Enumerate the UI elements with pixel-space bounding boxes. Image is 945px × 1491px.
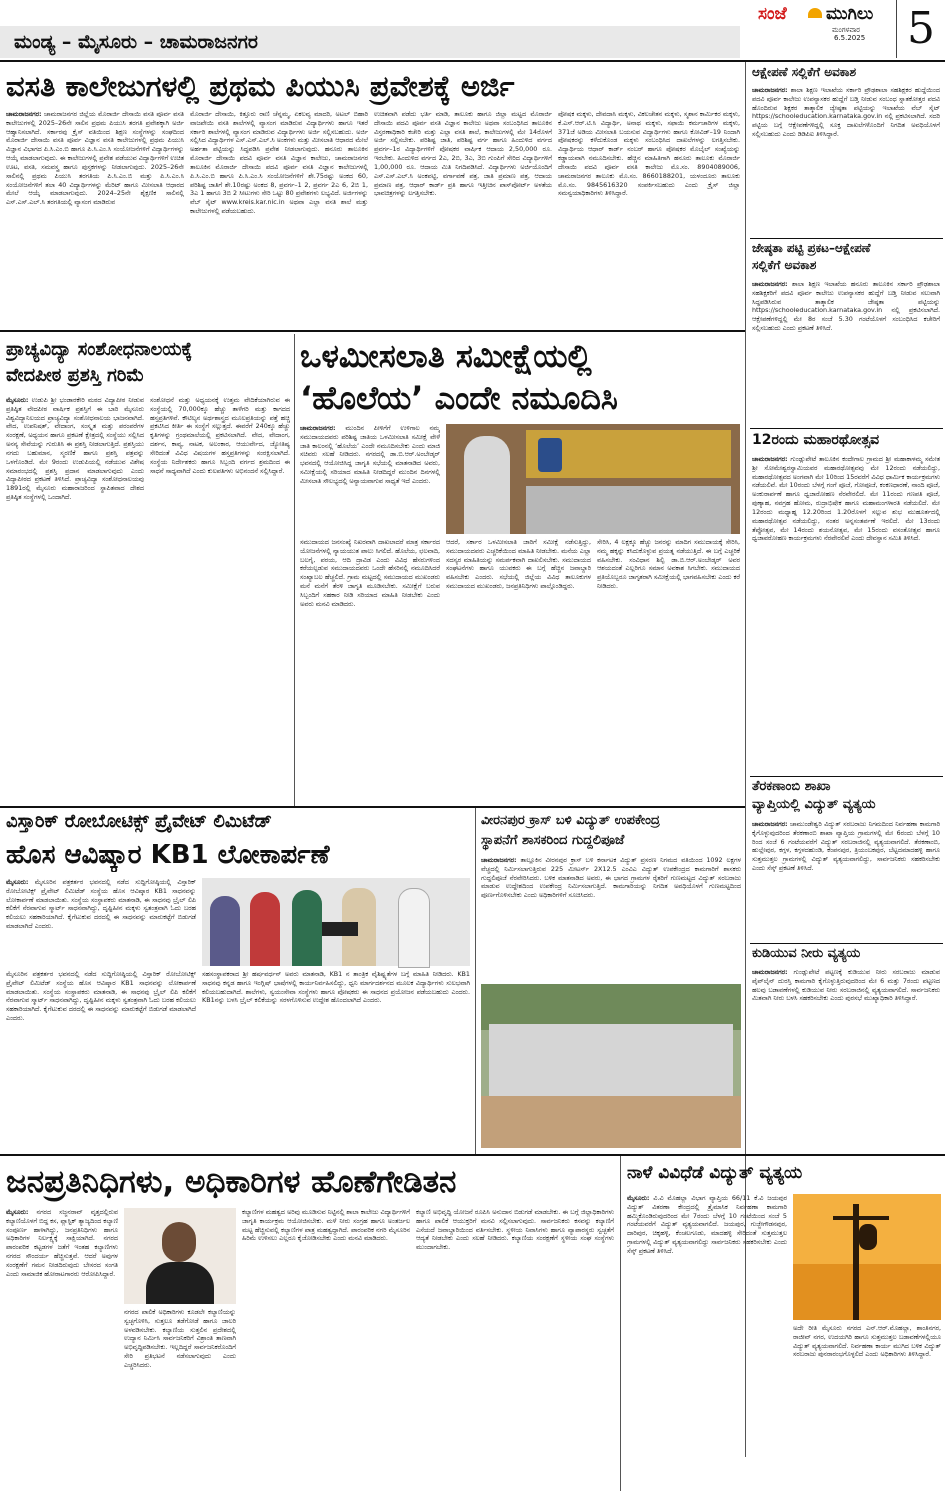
- person-3: [292, 890, 322, 966]
- robotics-headline-1: ವಿಸ್ತಾರಿಕ್ ರೋಬೋಟಿಕ್ಸ್ ಪ್ರೈವೇಟ್ ಲಿಮಿಟೆಡ್: [6, 812, 272, 832]
- water-body: [752, 968, 940, 1148]
- crossbar: [833, 1216, 889, 1220]
- power-cut-col-1: [627, 1194, 787, 1486]
- power-cut-text-1: ವಿ.ವಿ ಮೊಹಲ್ಲಾ ವಿಭಾಗ ವ್ಯಾಪ್ತಿಯ 66/11 ಕೆ.ವಿ ಜಯಪುರ ವಿದ್ಯುತ್ ವಿತರಣಾ ಕೇಂದ್ರದಲ್ಲಿ ತ್ರೈಮಾಸಿಕ ನಿರ್ವಹಣಾ ಕಾಮಗಾರಿ ಹಮ್ಮಿಕೊಂಡಿರುವುದರಿಂದ ಮೇ 7ರಂದು ಬೆಳಗ್ಗೆ 10 ಗಂಟೆಯಿಂದ ಸಂಜೆ 5 ಗಂಟೆಯವರೆಗೆ ವಿದ್ಯುತ್ ವ್ಯತ್ಯಯವಾಗಲಿದೆ. ಜಯಪುರ, ಗುಜ್ಜೇಗೌಡನಪುರ, ದಾರಿಪುರ, ಚಿಕ್ಕಹಳ್ಳಿ, ಕೆಂಚಲಗೂಡು, ಮಾದಹಳ್ಳಿ ಸೇರಿದಂತೆ ಸುತ್ತಮುತ್ತಲ ಗ್ರಾಮಗಳಲ್ಲಿ ವಿದ್ಯುತ್ ವ್ಯತ್ಯಯವಾಗಲಿದ್ದು ಸಾರ್ವಜನಿಕರು ಸಹಕರಿಸಬೇಕು ಎಂದು ಸೆಸ್ಕ್ ಪ್ರಕಟಣೆ ತಿಳಿಸಿದೆ.: [627, 1194, 787, 1255]
- power-cut-dateline: ಮೈಸೂರು:: [627, 1194, 650, 1202]
- census-col-1: [300, 424, 440, 534]
- dignitaries-row: [526, 486, 731, 534]
- terakanambi-body: [752, 820, 940, 940]
- objection-body: [752, 86, 940, 236]
- power-cut-photo: [793, 1194, 941, 1320]
- census-dateline: ಚಾಮರಾಜನಗರ:: [300, 424, 336, 432]
- portrait-icon: [538, 438, 562, 472]
- power-cut-col-2: ಅದೇ ರೀತಿ ಮೈಸೂರು ನಗರದ ಎನ್.ಆರ್.ಮೊಹಲ್ಲಾ, ಶಾಂತಿನಗರ, ರಾಜೀವ್ ನಗರ, ಉದಯಗಿರಿ ಹಾಗೂ ಸುತ್ತಮುತ್ತಲ ಬಡಾವಣೆಗಳಲ್ಲಿಯೂ ವಿದ್ಯುತ್ ವ್ಯತ್ಯಯವಾಗಲಿದೆ. ನಿರ್ವಹಣಾ ಕಾರ್ಯ ಮುಗಿದ ಬಳಿಕ ವಿದ್ಯುತ್ ಸರಬರಾಜು ಪುನರಾರಂಭಗೊಳ್ಳಲಿದೆ ಎಂದು ಅಧಿಕಾರಿಗಳು ತಿಳಿಸಿದ್ದಾರೆ.: [793, 1324, 941, 1359]
- objection-headline: ಆಕ್ಷೇಪಣೆ ಸಲ್ಲಿಕೆಗೆ ಅವಕಾಶ: [752, 66, 857, 79]
- oriental-headline-1: ಪ್ರಾಚ್ಯವಿದ್ಯಾ ಸಂಶೋಧನಾಲಯಕ್ಕೆ: [6, 340, 193, 360]
- oriental-dateline: ಮೈಸೂರು:: [6, 396, 29, 404]
- college-col-3: ಉಚಿತವಾಗಿ ಪಡೆದು ಭರ್ತಿ ಮಾಡಿ, ತಾಲೂಕು ಹಾಗೂ ಜಿಲ್ಲಾ ಮಟ್ಟದ ಮೊರಾರ್ಜಿ ದೇಸಾಯಿ ಪದವಿ ಪೂರ್ವ ವಸತಿ ವಿಜ್ಞಾನ ಕಾಲೇಜು ಅಥವಾ ಸಂಬಂಧಿಸಿದ ತಾಲೂಕಿನ ವಿಸ್ತರಣಾಧಿಕಾರಿ ಕಚೇರಿ ಮತ್ತು ಎಲ್ಲಾ ವಸತಿ ಶಾಲೆ, ಕಾಲೇಜುಗಳಲ್ಲಿ ಮೇ 14ರೊಳಗೆ ಅರ್ಜಿ ಸಲ್ಲಿಸಬೇಕು. ಪರಿಶಿಷ್ಟ ಜಾತಿ, ಪರಿಶಿಷ್ಟ ವರ್ಗ ಹಾಗೂ ಹಿಂದುಳಿದ ವರ್ಗದ ಪ್ರವರ್ಗ–1ರ ವಿದ್ಯಾರ್ಥಿಗಳಿಗೆ ಪೋಷಕರ ವಾರ್ಷಿಕ ಆದಾಯ 2,50,000 ರೂ. ಇರಬೇಕು. ಹಿಂದುಳಿದ ವರ್ಗದ 2ಎ, 2ಬಿ, 3ಎ, 3ಬಿ ಗುಂಪಿಗೆ ಸೇರಿದ ವಿದ್ಯಾರ್ಥಿಗಳಿಗೆ 1,00,000 ರೂ. ಆದಾಯ ಮಿತಿ ನಿಗದಿಪಡಿಸಿದೆ. ವಿದ್ಯಾರ್ಥಿಗಳು ಅರ್ಜಿಯೊಂದಿಗೆ ಎಸ್.ಎಸ್.ಎಲ್.ಸಿ ಅಂಕಪಟ್ಟಿ, ವರ್ಗಾವಣೆ ಪತ್ರ, ಜಾತಿ ಪ್ರಮಾಣ ಪತ್ರ, ಆದಾಯ ಪ್ರಮಾಣ ಪತ್ರ, ಆಧಾರ್ ಕಾರ್ಡ್ ಪ್ರತಿ ಹಾಗೂ ಇತ್ತೀಚಿನ ಪಾಸ್‌ಪೋರ್ಟ್ ಅಳತೆಯ ಭಾವಚಿತ್ರಗಳನ್ನು ಲಗತ್ತಿಸಬೇಕು.: [374, 110, 552, 198]
- section-title: ಮಂಡ್ಯ – ಮೈಸೂರು – ಚಾಮರಾಜನಗರ: [14, 31, 258, 53]
- seniority-body: [752, 280, 940, 425]
- rule-terakanambi: [750, 943, 943, 944]
- substation-dateline: ಚಾಮರಾಜನಗರ:: [481, 856, 517, 864]
- water-headline: ಕುಡಿಯುವ ನೀರು ವ್ಯತ್ಯಯ: [752, 947, 861, 961]
- college-headline: ವಸತಿ ಕಾಲೇಜುಗಳಲ್ಲಿ ಪ್ರಥಮ ಪಿಯುಸಿ ಪ್ರವೇಶಕ್ಕೆ ಅರ್ಜಿ: [6, 69, 515, 103]
- festival-dateline: ಚಾಮರಾಜನಗರ:: [752, 455, 788, 463]
- college-dateline: ಚಾಮರಾಜನಗರ:: [6, 110, 42, 118]
- census-col-4: ಸೇರಿಸಿ, 4 ಲಕ್ಷಕ್ಕೂ ಹೆಚ್ಚು ಜನರನ್ನು ಮಾದಿಗ ಸಮುದಾಯಕ್ಕೆ ಸೇರಿಸಿ, ನಮ್ಮ ಹಕ್ಕನ್ನು ಕಸಿದುಕೊಳ್ಳುವ ಪ್ರಯತ್ನ ನಡೆಯುತ್ತಿದೆ. ಈ ಬಗ್ಗೆ ಎಚ್ಚರಿಕೆ ವಹಿಸಬೇಕು. ಸಂವಿಧಾನ ಶಿಲ್ಪಿ ಡಾ.ಬಿ.ಆರ್.ಅಂಬೇಡ್ಕರ್ ಅವರ ಆಶಯದಂತೆ ಎಲ್ಲರಿಗೂ ಸಮಾನ ಅವಕಾಶ ಸಿಗಬೇಕು. ಸಮುದಾಯದ ಪ್ರತಿಯೊಬ್ಬರೂ ಜಾಗೃತರಾಗಿ ಸಮೀಕ್ಷೆಯಲ್ಲಿ ಭಾಗವಹಿಸಬೇಕು ಎಂದು ಕರೆ ನೀಡಿದರು.: [597, 538, 740, 591]
- oriental-headline-2: ವೇದಪೀಠ ಪ್ರಶಸ್ತಿ ಗರಿಮೆ: [6, 366, 145, 386]
- seniority-headline-2: ಸಲ್ಲಿಕೆಗೆ ಅವಕಾಶ: [752, 259, 817, 272]
- negligence-col-3: ಕಲ್ಯಾಣಿಗಳ ಮಹತ್ವದ ಅರಿವು ಮೂಡಿಸುವ ನಿಟ್ಟಿನಲ್ಲಿ ಶಾಲಾ ಕಾಲೇಜು ವಿದ್ಯಾರ್ಥಿಗಳಿಗೆ ಜಾಗೃತಿ ಕಾರ್ಯಕ್ರಮ ಆಯೋಜಿಸಬೇಕು. ಮಳೆ ನೀರು ಸಂಗ್ರಹ ಹಾಗೂ ಅಂತರ್ಜಲ ಮಟ್ಟ ಹೆಚ್ಚಿಸುವಲ್ಲಿ ಕಲ್ಯಾಣಿಗಳ ಪಾತ್ರ ಮಹತ್ವದ್ದಾಗಿದೆ. ಪಾರಂಪರಿಕ ನಗರಿ ಮೈಸೂರಿನ ಹಿರಿಮೆ ಉಳಿಸಲು ಎಲ್ಲರೂ ಕೈಜೋಡಿಸಬೇಕು ಎಂದು ಮನವಿ ಮಾಡಿದರು.: [242, 1208, 410, 1243]
- robotics-text-1: ಮೈಸೂರಿನ ಪತ್ರಕರ್ತರ ಭವನದಲ್ಲಿ ನಡೆದ ಸುದ್ದಿಗೋಷ್ಠಿಯಲ್ಲಿ ವಿಸ್ತಾರಿಕ್ ರೋಬೋಟಿಕ್ಸ್ ಪ್ರೈವೇಟ್ ಲಿಮಿಟೆಡ್ ಸಂಸ್ಥೆಯ ಹೊಸ ಆವಿಷ್ಕಾರ KB1 ಸಾಧನವನ್ನು ಲೋಕಾರ್ಪಣೆ ಮಾಡಲಾಯಿತು. ಸಂಸ್ಥೆಯ ಸಂಸ್ಥಾಪಕರು ಮಾತನಾಡಿ, ಈ ಸಾಧನವು ಬ್ರೈಲ್ ಲಿಪಿ ಕಲಿಕೆಗೆ ನೆರವಾಗುವ ಸ್ಮಾರ್ಟ್ ಸಾಧನವಾಗಿದ್ದು, ದೃಷ್ಟಿಹೀನ ಮಕ್ಕಳು ಸ್ವತಂತ್ರವಾಗಿ ಓದು ಬರಹ ಕಲಿಯಲು ಸಹಕಾರಿಯಾಗಿದೆ. ಕೈಗೆಟುಕುವ ದರದಲ್ಲಿ ಈ ಸಾಧನವನ್ನು ಮಾರುಕಟ್ಟೆಗೆ ಬಿಡುಗಡೆ ಮಾಡಲಾಗಿದೆ ಎಂದರು.: [6, 878, 196, 931]
- terakanambi-headline-1: ತೆರಕಣಾಂಬಿ ಶಾಖಾ: [752, 780, 831, 794]
- festival-headline: 12ರಂದು ಮಹಾರಥೋತ್ಸವ: [752, 432, 880, 448]
- census-photo: [446, 424, 740, 534]
- oriental-col-2: ಸಂಶೋಧನೆ ಮತ್ತು ಅಧ್ಯಯನಕ್ಕೆ ಉತ್ತಮ ವೇದಿಕೆಯಾಗಿರುವ ಈ ಸಂಸ್ಥೆಯಲ್ಲಿ 70,000ಕ್ಕೂ ಹೆಚ್ಚು ತಾಳೆಗರಿ ಮತ್ತು ಕಾಗದದ ಹಸ್ತಪ್ರತಿಗಳಿವೆ. ಕೌಟಿಲ್ಯನ ಅರ್ಥಶಾಸ್ತ್ರದ ಮೂಲಪ್ರತಿಯನ್ನು ಪತ್ತೆ ಹಚ್ಚಿ ಪ್ರಕಟಿಸಿದ ಕೀರ್ತಿ ಈ ಸಂಸ್ಥೆಗೆ ಸಲ್ಲುತ್ತದೆ. ಈವರೆಗೆ 240ಕ್ಕೂ ಹೆಚ್ಚು ಕೃತಿಗಳನ್ನು ಗ್ರಂಥಮಾಲೆಯಲ್ಲಿ ಪ್ರಕಟಿಸಲಾಗಿದೆ. ವೇದ, ವೇದಾಂಗ, ದರ್ಶನ, ಕಾವ್ಯ, ನಾಟಕ, ಅಲಂಕಾರ, ಆಯುರ್ವೇದ, ಜ್ಯೋತಿಷ್ಯ ಸೇರಿದಂತೆ ವಿವಿಧ ವಿಷಯಗಳ ಹಸ್ತಪ್ರತಿಗಳನ್ನು ಸಂರಕ್ಷಿಸಲಾಗಿದೆ. ಸಂಸ್ಥೆಯ ನಿರ್ದೇಶಕರು ಹಾಗೂ ಸಿಬ್ಬಂದಿ ವರ್ಗದ ಶ್ರಮದಿಂದ ಈ ಸಾಧನೆ ಸಾಧ್ಯವಾಗಿದೆ ಎಂದು ಕುಲಪತಿಗಳು ಅಭಿನಂದನೆ ಸಲ್ಲಿಸಿದ್ದಾರೆ.: [150, 396, 290, 475]
- portrait-shirt: [146, 1262, 214, 1304]
- power-cut-headline: ನಾಳೆ ವಿವಿಧೆಡೆ ವಿದ್ಯುತ್ ವ್ಯತ್ಯಯ: [627, 1164, 803, 1183]
- census-headline-2: ‘ಹೊಲೆಯ’ ಎಂದೇ ನಮೂದಿಸಿ: [300, 379, 618, 417]
- oriental-divider: [294, 334, 295, 806]
- negligence-text-1: ನಗರದ ಸಜ್ಜನರಾವ್ ವೃತ್ತದಲ್ಲಿರುವ ಕಲ್ಯಾಣಿಯೊಳಗೆ ಬಿದ್ದ ಕಸ, ಪ್ಲಾಸ್ಟಿಕ್ ತ್ಯಾಜ್ಯದಿಂದ ಕಲ್ಯಾಣಿ ಸಂಪೂರ್ಣ ಹಾಳಾಗಿದ್ದು, ಜನಪ್ರತಿನಿಧಿಗಳು ಹಾಗೂ ಅಧಿಕಾರಿಗಳ ನಿರ್ಲಕ್ಷ್ಯಕ್ಕೆ ಸಾಕ್ಷಿಯಾಗಿದೆ. ನಗರದ ಪಾರಂಪರಿಕ ಕಟ್ಟಡಗಳ ಜತೆಗೆ ಇಂತಹ ಕಲ್ಯಾಣಿಗಳು ನಗರದ ಸೌಂದರ್ಯ ಹೆಚ್ಚಿಸುತ್ತವೆ. ಆದರೆ ಅವುಗಳ ಸಂರಕ್ಷಣೆಗೆ ಗಮನ ನೀಡದಿರುವುದು ಬೇಸರದ ಸಂಗತಿ ಎಂದು ಸಾಮಾಜಿಕ ಹೋರಾಟಗಾರರು ಆರೋಪಿಸಿದ್ದಾರೆ.: [6, 1208, 118, 1278]
- weekday: ಮಂಗಳವಾರ: [832, 26, 861, 34]
- census-headline-1: ಒಳಮೀಸಲಾತಿ ಸಮೀಕ್ಷೆಯಲ್ಲಿ: [300, 337, 592, 375]
- person-2: [250, 892, 280, 966]
- robotics-col-2: ಮೈಸೂರಿನ ಪತ್ರಕರ್ತರ ಭವನದಲ್ಲಿ ನಡೆದ ಸುದ್ದಿಗೋಷ್ಠಿಯಲ್ಲಿ ವಿಸ್ತಾರಿಕ್ ರೋಬೋಟಿಕ್ಸ್ ಪ್ರೈವೇಟ್ ಲಿಮಿಟೆಡ್ ಸಂಸ್ಥೆಯ ಹೊಸ ಆವಿಷ್ಕಾರ KB1 ಸಾಧನವನ್ನು ಲೋಕಾರ್ಪಣೆ ಮಾಡಲಾಯಿತು. ಸಂಸ್ಥೆಯ ಸಂಸ್ಥಾಪಕರು ಮಾತನಾಡಿ, ಈ ಸಾಧನವು ಬ್ರೈಲ್ ಲಿಪಿ ಕಲಿಕೆಗೆ ನೆರವಾಗುವ ಸ್ಮಾರ್ಟ್ ಸಾಧನವಾಗಿದ್ದು, ದೃಷ್ಟಿಹೀನ ಮಕ್ಕಳು ಸ್ವತಂತ್ರವಾಗಿ ಓದು ಬರಹ ಕಲಿಯಲು ಸಹಕಾರಿಯಾಗಿದೆ. ಕೈಗೆಟುಕುವ ದರದಲ್ಲಿ ಈ ಸಾಧನವನ್ನು ಮಾರುಕಟ್ಟೆಗೆ ಬಿಡುಗಡೆ ಮಾಡಲಾಗಿದೆ ಎಂದರು.: [6, 970, 196, 1023]
- negligence-photo: [124, 1208, 236, 1304]
- substation-headline-1: ವೀರನಪುರ ಕ್ರಾಸ್ ಬಳಿ ವಿದ್ಯುತ್ ಉಪಕೇಂದ್ರ: [481, 814, 660, 828]
- robotics-headline-2: ಹೊಸ ಆವಿಷ್ಕಾರ KB1 ಲೋಕಾರ್ಪಣೆ: [6, 840, 330, 870]
- robotics-dateline: ಮೈಸೂರು:: [6, 878, 29, 886]
- substation-text: ತಾಲ್ಲೂಕಿನ ವೀರನಪುರ ಕ್ರಾಸ್ ಬಳಿ ಕರ್ನಾಟಕ ವಿದ್ಯುತ್ ಪ್ರಸರಣ ನಿಗಮದ ವತಿಯಿಂದ 1092 ಲಕ್ಷಗಳ ವೆಚ್ಚದಲ್ಲಿ ನಿರ್ಮಿಸಲಾಗುತ್ತಿರುವ 225 ಮೀಟರ್ಸ್ 2X12.5 ಎಂವಿಎ ವಿದ್ಯುತ್ ಉಪಕೇಂದ್ರದ ಕಾಮಗಾರಿಗೆ ಶಾಸಕರು ಗುದ್ದಲಿಪೂಜೆ ನೆರವೇರಿಸಿದರು. ಬಳಿಕ ಮಾತನಾಡಿದ ಅವರು, ಈ ಭಾಗದ ಗ್ರಾಮಗಳ ರೈತರಿಗೆ ಗುಣಮಟ್ಟದ ವಿದ್ಯುತ್ ಸರಬರಾಜು ಮಾಡುವ ಉದ್ದೇಶದಿಂದ ಉಪಕೇಂದ್ರ ನಿರ್ಮಿಸಲಾಗುತ್ತಿದೆ. ಕಾಮಗಾರಿಯನ್ನು ನಿಗದಿತ ಅವಧಿಯೊಳಗೆ ಗುಣಮಟ್ಟದಿಂದ ಪೂರ್ಣಗೊಳಿಸಬೇಕು ಎಂದು ಅಧಿಕಾರಿಗಳಿಗೆ ಸೂಚಿಸಿದರು.: [481, 856, 741, 900]
- festival-text: ಗುಂಡ್ಲುಪೇಟೆ ತಾಲೂಕಿನ ಕಂದೇಗಾಲ ಗ್ರಾಮದ ಶ್ರೀ ಮಹಾಕಾಳಮ್ಮ ಸಮೇತ ಶ್ರೀ ಸೋಮೇಶ್ವರಸ್ವಾಮಿಯವರ ಮಹಾರಥೋತ್ಸವವು ಮೇ 12ರಂದು ನಡೆಯಲಿದ್ದು, ಮಹಾರಥೋತ್ಸವದ ಅಂಗವಾಗಿ ಮೇ 10ರಿಂದ 15ರವರೆಗೆ ವಿವಿಧ ಧಾರ್ಮಿಕ ಕಾರ್ಯಕ್ರಮಗಳು ನಡೆಯಲಿವೆ. ಮೇ 10ರಂದು ಬೆಳಗ್ಗೆ ಗಂಗೆ ಪೂಜೆ, ಗೋಪೂಜೆ, ಕಂಕಣಧಾರಣೆ, ನಾಂದಿ ಪೂಜೆ, ಅಂಕುರಾರ್ಪಣೆ ಹಾಗೂ ಧ್ವಜಾರೋಹಣ ನೆರವೇರಲಿದೆ. ಮೇ 11ರಂದು ಗಣಪತಿ ಪೂಜೆ, ಪುಣ್ಯಾಹ, ನವಗ್ರಹ ಹೋಮ, ರುದ್ರಾಭಿಷೇಕ ಹಾಗೂ ಮಹಾಮಂಗಳಾರತಿ ನಡೆಯಲಿದೆ. ಮೇ 12ರಂದು ಮಧ್ಯಾಹ್ನ 12.20ರಿಂದ 1.20ರೊಳಗೆ ಸಲ್ಲುವ ಶುಭ ಮುಹೂರ್ತದಲ್ಲಿ ಮಹಾರಥೋತ್ಸವ ನಡೆಯಲಿದ್ದು, ನಂತರ ಅನ್ನಸಂತರ್ಪಣೆ ಇರಲಿದೆ. ಮೇ 13ರಂದು ತೆಪ್ಪೋತ್ಸವ, ಮೇ 14ರಂದು ಶಯನೋತ್ಸವ, ಮೇ 15ರಂದು ವಸಂತೋತ್ಸವ ಹಾಗೂ ಧ್ವಜಾವರೋಹಣ ಕಾರ್ಯಕ್ರಮಗಳು ನೆರವೇರಲಿವೆ ಎಂದು ದೇವಸ್ಥಾನ ಸಮಿತಿ ತಿಳಿಸಿದೆ.: [752, 455, 940, 543]
- rule-seniority: [750, 428, 943, 429]
- substation-headline-2: ಸ್ಥಾಪನೆಗೆ ಶಾಸಕರಿಂದ ಗುದ್ದಲಿಪೂಜೆ: [481, 834, 625, 848]
- robotics-divider: [475, 808, 476, 1154]
- person-1: [210, 896, 240, 966]
- college-col-2: ಮೊರಾರ್ಜಿ ದೇಸಾಯಿ, ಕಿತ್ತೂರು ರಾಣಿ ಚೆನ್ನಮ್ಮ, ಏಕಲವ್ಯ ಮಾದರಿ, ಅಟಲ್ ಬಿಹಾರಿ ವಾಜಪೇಯಿ ವಸತಿ ಶಾಲೆಗಳಲ್ಲಿ ವ್ಯಾಸಂಗ ಮಾಡಿರುವ ವಿದ್ಯಾರ್ಥಿಗಳು ಹಾಗೂ ಇತರೆ ಸರ್ಕಾರಿ ಶಾಲೆಗಳಲ್ಲಿ ವ್ಯಾಸಂಗ ಮಾಡಿರುವ ವಿದ್ಯಾರ್ಥಿಗಳು ಅರ್ಜಿ ಸಲ್ಲಿಸಬಹುದು. ಅರ್ಜಿ ಸಲ್ಲಿಸಿದ ವಿದ್ಯಾರ್ಥಿಗಳ ಎಸ್.ಎಸ್.ಎಲ್.ಸಿ ಅಂಕಗಳು ಮತ್ತು ಮೀಸಲಾತಿ ಆಧಾರದ ಮೇಲೆ ಅರ್ಹತಾ ಪಟ್ಟಿಯನ್ನು ಸಿದ್ಧಪಡಿಸಿ ಪ್ರವೇಶ ನೀಡಲಾಗುವುದು. ಹನೂರು ತಾಲೂಕಿನ ಮೊರಾರ್ಜಿ ದೇಸಾಯಿ ಪದವಿ ಪೂರ್ವ ವಸತಿ ವಿಜ್ಞಾನ ಕಾಲೇಜು, ಚಾಮರಾಜನಗರ ತಾಲೂಕಿನ ಮೊರಾರ್ಜಿ ದೇಸಾಯಿ ಪದವಿ ಪೂರ್ವ ವಸತಿ ವಿಜ್ಞಾನ ಕಾಲೇಜುಗಳಲ್ಲಿ ಪಿ.ಸಿ.ಎಂ.ಬಿ ಹಾಗೂ ಪಿ.ಸಿ.ಎಂ.ಸಿ ಸಂಯೋಜನೆಗಳಿಗೆ ಶೇ.75ರಷ್ಟು ಅಂಕದ 60, ಪರಿಶಿಷ್ಟ ಜಾತಿಗೆ ಶೇ.10ರಷ್ಟು ಅಂಕದ 8, ಪ್ರವರ್ಗ–1 2, ಪ್ರವರ್ಗ 2ಎ 6, 2ಬಿ 1, 3ಎ 1 ಹಾಗೂ 3ಬಿ 2 ಸೀಟುಗಳು ಸೇರಿ ಒಟ್ಟು 80 ಪ್ರವೇಶಗಳು ಲಭ್ಯವಿದೆ. ಅರ್ಜಿಗಳನ್ನು ವೆಬ್ ಸೈಟ್ www.kreis.kar.nic.in ಅಥವಾ ಎಲ್ಲಾ ವಸತಿ ಶಾಲೆ ಮತ್ತು ಕಾಲೇಜುಗಳಲ್ಲಿ ಪಡೆಯಬಹುದು.: [190, 110, 368, 216]
- seniority-headline-1: ಜೇಷ್ಠತಾ ಪಟ್ಟಿ ಪ್ರಕಟ–ಆಕ್ಷೇಪಣೆ: [752, 242, 871, 255]
- oriental-text-1: ಉಡುಪಿ ಶ್ರೀ ಭಂಡಾರಕೇರಿ ಮಠದ ವಿದ್ಯಾಪೀಠ ನೀಡುವ ಪ್ರತಿಷ್ಠಿತ ವೇದಪೀಠ ವಾರ್ಷಿಕ ಪ್ರಶಸ್ತಿಗೆ ಈ ಬಾರಿ ಮೈಸೂರು ವಿಶ್ವವಿದ್ಯಾನಿಲಯದ ಪ್ರಾಚ್ಯವಿದ್ಯಾ ಸಂಶೋಧನಾಲಯ ಭಾಜನವಾಗಿದೆ. ವೇದ, ಉಪನಿಷತ್, ವೇದಾಂಗ, ಸಂಸ್ಕೃತ ಮತ್ತು ಪರಂಪರೆಗಳ ಸಂರಕ್ಷಣೆ, ಅಧ್ಯಯನ ಹಾಗೂ ಪ್ರಕಟಣೆ ಕ್ಷೇತ್ರದಲ್ಲಿ ಸಂಸ್ಥೆಯು ಸಲ್ಲಿಸಿದ ಅನನ್ಯ ಸೇವೆಯನ್ನು ಗುರುತಿಸಿ ಈ ಪ್ರಶಸ್ತಿ ನೀಡಲಾಗುತ್ತಿದೆ. ಪ್ರಶಸ್ತಿಯು ನಗದು ಬಹುಮಾನ, ಸ್ಮರಣಿಕೆ ಹಾಗೂ ಪ್ರಶಸ್ತಿ ಪತ್ರವನ್ನು ಒಳಗೊಂಡಿದೆ. ಮೇ 9ರಂದು ಉಡುಪಿಯಲ್ಲಿ ನಡೆಯುವ ವಿಶೇಷ ಸಮಾರಂಭದಲ್ಲಿ ಪ್ರಶಸ್ತಿ ಪ್ರದಾನ ಮಾಡಲಾಗುವುದು ಎಂದು ವಿದ್ಯಾಪೀಠದ ಪ್ರಕಟಣೆ ತಿಳಿಸಿದೆ. ಪ್ರಾಚ್ಯವಿದ್ಯಾ ಸಂಶೋಧನಾಲಯವು 1891ರಲ್ಲಿ ಮೈಸೂರು ಮಹಾರಾಜರಿಂದ ಸ್ಥಾಪಿತವಾದ ದೇಶದ ಪ್ರತಿಷ್ಠಿತ ಸಂಸ್ಥೆಗಳಲ್ಲಿ ಒಂದಾಗಿದೆ.: [6, 396, 144, 502]
- substation-body: [481, 856, 741, 980]
- census-text-1: ಮುಂದಿನ ಪೀಳಿಗೆಗೆ ಉಳಿಗಾಲ ನಮ್ಮ ಸಮುದಾಯದವರು ಪರಿಶಿಷ್ಟ ಜಾತಿಯ ಒಳಮೀಸಲಾತಿ ಸಮೀಕ್ಷೆ ವೇಳೆ ಜಾತಿ ಕಾಲಂನಲ್ಲಿ ‘ಹೊಲೆಯ’ ಎಂದೇ ನಮೂದಿಸಬೇಕು ಎಂದು ಮಾಜಿ ಸಚಿವರು ಸಲಹೆ ನೀಡಿದರು. ನಗರದಲ್ಲಿ ಡಾ.ಬಿ.ಆರ್.ಅಂಬೇಡ್ಕರ್ ಭವನದಲ್ಲಿ ಆಯೋಜಿಸಿದ್ದ ಜಾಗೃತಿ ಸಭೆಯಲ್ಲಿ ಮಾತನಾಡಿದ ಅವರು, ಸಮೀಕ್ಷೆಯಲ್ಲಿ ಸರಿಯಾದ ಮಾಹಿತಿ ನೀಡದಿದ್ದರೆ ಮುಂದಿನ ದಿನಗಳಲ್ಲಿ ಮೀಸಲಾತಿ ಸೌಲಭ್ಯದಲ್ಲಿ ಅನ್ಯಾಯವಾಗುವ ಸಾಧ್ಯತೆ ಇದೆ ಎಂದರು.: [300, 424, 440, 485]
- college-col-4: ಪೋಷಕ ಮಕ್ಕಳು, ದೇವದಾಸಿ ಮಕ್ಕಳು, ವಿಕಲಚೇತನ ಮಕ್ಕಳು, ಸ್ಮಶಾನ ಕಾರ್ಮಿಕರ ಮಕ್ಕಳು, ಕೆ.ಎಸ್.ಆರ್.ಟಿ.ಸಿ ವಿದ್ಯಾರ್ಥಿ, ಅನಾಥ ಮಕ್ಕಳು, ಸಫಾಯಿ ಕರ್ಮಚಾರಿಗಳ ಮಕ್ಕಳು, 371ಜೆ ಅಡಿಯ ಮೀಸಲಾತಿ ಬಯಸುವ ವಿದ್ಯಾರ್ಥಿಗಳು ಹಾಗೂ ಕೋವಿಡ್–19 ನಿಂದಾಗಿ ಪೋಷಕರನ್ನು ಕಳೆದುಕೊಂಡ ಮಕ್ಕಳು ಸಂಬಂಧಿಸಿದ ದಾಖಲೆಗಳನ್ನು ಲಗತ್ತಿಸಬೇಕು. ವಿದ್ಯಾರ್ಥಿಯ ಆಧಾರ್ ಕಾರ್ಡ್ ನಂಬರ್ ಹಾಗೂ ಪೋಷಕರ ಮೊಬೈಲ್ ಸಂಖ್ಯೆಯನ್ನು ಕಡ್ಡಾಯವಾಗಿ ನಮೂದಿಸಬೇಕು. ಹೆಚ್ಚಿನ ಮಾಹಿತಿಗಾಗಿ ಹನೂರು ತಾಲೂಕು ಮೊರಾರ್ಜಿ ದೇಸಾಯಿ ಪದವಿ ಪೂರ್ವ ವಸತಿ ಕಾಲೇಜು ಮೊ.ಸಂ. 8904089006, ಚಾಮರಾಜನಗರ ತಾಲೂಕು ಮೊ.ಸಂ. 8660188201, ಯಳಂದೂರು ತಾಲೂಕು ಮೊ.ಸಂ. 9845616320 ಸಂಪರ್ಕಿಸಬಹುದು ಎಂದು ಕ್ರೈಸ್ ಜಿಲ್ಲಾ ಸಮನ್ವಯಾಧಿಕಾರಿಗಳು ತಿಳಿಸಿದ್ದಾರೆ.: [558, 110, 740, 198]
- terakanambi-text: ಚಾಮುಂಡೇಶ್ವರಿ ವಿದ್ಯುತ್ ಸರಬರಾಜು ನಿಗಮದಿಂದ ನಿರ್ವಹಣಾ ಕಾಮಗಾರಿ ಕೈಗೊಳ್ಳುವುದರಿಂದ ತೆರಕಣಾಂಬಿ ಶಾಖಾ ವ್ಯಾಪ್ತಿಯ ಗ್ರಾಮಗಳಲ್ಲಿ ಮೇ 6ರಂದು ಬೆಳಗ್ಗೆ 10 ರಿಂದ ಸಂಜೆ 6 ಗಂಟೆಯವರೆಗೆ ವಿದ್ಯುತ್ ಸರಬರಾಜಿನಲ್ಲಿ ವ್ಯತ್ಯಯವಾಗಲಿದೆ. ತೆರಕಣಾಂಬಿ, ಹುಲ್ಲೇಪುರ, ಕಗ್ಗಳ, ಕಗ್ಗಳದಹುಂಡಿ, ಕೆಂಪನಪುರ, ತ್ರಿಯಂಬಕಪುರ, ಬೆಟ್ಟದಮಾದಹಳ್ಳಿ ಹಾಗೂ ಸುತ್ತಮುತ್ತಲ ಗ್ರಾಮಗಳಲ್ಲಿ ವಿದ್ಯುತ್ ವ್ಯತ್ಯಯವಾಗಲಿದ್ದು, ಸಾರ್ವಜನಿಕರು ಸಹಕರಿಸಬೇಕು ಎಂದು ಸೆಸ್ಕ್ ಪ್ರಕಟಣೆ ತಿಳಿಸಿದೆ.: [752, 820, 940, 873]
- rule-objection: [750, 238, 943, 239]
- robotics-photo: [202, 878, 470, 966]
- robotics-col-1: [6, 878, 196, 966]
- rule-festival: [750, 776, 943, 777]
- rule-under-college: [0, 330, 745, 332]
- negligence-dateline: ಮೈಸೂರು:: [6, 1208, 29, 1216]
- water-dateline: ಚಾಮರಾಜನಗರ:: [752, 968, 788, 976]
- page-number: 5: [896, 0, 945, 58]
- ground: [481, 1096, 741, 1148]
- group-of-people: [489, 1024, 733, 1096]
- speaker-figure: [464, 436, 510, 534]
- college-col-1: [6, 110, 184, 328]
- power-divider: [620, 1156, 621, 1491]
- seniority-dateline: ಚಾಮರಾಜನಗರ:: [752, 280, 788, 288]
- negligence-col-4: ಕಲ್ಯಾಣಿ ಅಭಿವೃದ್ಧಿ ಯೋಜನೆ ರೂಪಿಸಿ ಅನುದಾನ ಬಿಡುಗಡೆ ಮಾಡಬೇಕು. ಈ ಬಗ್ಗೆ ಜಿಲ್ಲಾಧಿಕಾರಿಗಳು ಹಾಗೂ ಪಾಲಿಕೆ ಆಯುಕ್ತರಿಗೆ ಮನವಿ ಸಲ್ಲಿಸಲಾಗುವುದು. ಸಾರ್ವಜನಿಕರು ಕಸವನ್ನು ಕಲ್ಯಾಣಿಗೆ ಎಸೆಯದೆ ಜವಾಬ್ದಾರಿಯಿಂದ ವರ್ತಿಸಬೇಕು. ಸ್ಥಳೀಯ ನಿವಾಸಿಗಳು ಹಾಗೂ ವ್ಯಾಪಾರಸ್ಥರು ಸ್ವಚ್ಛತೆಗೆ ಆದ್ಯತೆ ನೀಡಬೇಕು ಎಂದು ಸಲಹೆ ನೀಡಿದರು. ಕಲ್ಯಾಣಿಯ ಸಂರಕ್ಷಣೆಗೆ ಸ್ಥಳೀಯ ಸಂಘ ಸಂಸ್ಥೆಗಳು ಮುಂದಾಗಬೇಕು.: [416, 1208, 614, 1252]
- census-col-2: ಸಮುದಾಯದ ಜನಸಂಖ್ಯೆ ನಿಖರವಾಗಿ ದಾಖಲಾದರೆ ಮಾತ್ರ ಸರ್ಕಾರದ ಯೋಜನೆಗಳಲ್ಲಿ ನ್ಯಾಯಯುತ ಪಾಲು ಸಿಗಲಿದೆ. ಹೊಲೆಯ, ಛಲವಾದಿ, ಬಲಗೈ, ಪರಯ, ಆದಿ ದ್ರಾವಿಡ ಎಂದು ವಿವಿಧ ಹೆಸರುಗಳಿಂದ ಕರೆಯಲ್ಪಡುವ ಸಮುದಾಯದವರು ಒಂದೇ ಹೆಸರಿನಲ್ಲಿ ನಮೂದಿಸಿದರೆ ಸಂಖ್ಯಾಬಲ ಹೆಚ್ಚಲಿದೆ. ಗ್ರಾಮ ಮಟ್ಟದಲ್ಲಿ ಸಮುದಾಯದ ಮುಖಂಡರು ಮನೆ ಮನೆಗೆ ತೆರಳಿ ಜಾಗೃತಿ ಮೂಡಿಸಬೇಕು. ಸಮೀಕ್ಷೆಗೆ ಬರುವ ಸಿಬ್ಬಂದಿಗೆ ಸಹಕಾರ ನೀಡಿ ಸರಿಯಾದ ಮಾಹಿತಿ ನೀಡಬೇಕು ಎಂದು ಅವರು ಮನವಿ ಮಾಡಿದರು.: [300, 538, 440, 608]
- negligence-col-2: ನಗರದ ಪಾಲಿಕೆ ಅಧಿಕಾರಿಗಳು ಕೂಡಲೇ ಕಲ್ಯಾಣಿಯನ್ನು ಸ್ವಚ್ಛಗೊಳಿಸಿ, ಸುತ್ತಲೂ ತಡೆಗೋಡೆ ಹಾಗೂ ಜಾಲರಿ ಅಳವಡಿಸಬೇಕು. ಕಲ್ಯಾಣಿಯ ಸುತ್ತಲಿನ ಪ್ರದೇಶದಲ್ಲಿ ಉದ್ಯಾನ ನಿರ್ಮಿಸಿ ಸಾರ್ವಜನಿಕರಿಗೆ ವಿಶ್ರಾಂತಿ ತಾಣವಾಗಿ ಅಭಿವೃದ್ಧಿಪಡಿಸಬೇಕು. ಇಲ್ಲದಿದ್ದರೆ ಸಾರ್ವಜನಿಕರೊಂದಿಗೆ ಸೇರಿ ಪ್ರತಿಭಟನೆ ನಡೆಸಲಾಗುವುದು ಎಂದು ಎಚ್ಚರಿಸಿದರು.: [124, 1308, 236, 1369]
- robotics-col-3: ಸಹಸಂಸ್ಥಾಪಕರಾದ ಶ್ರೀ ಹರ್ಷವರ್ಧನ್ ಅವರು ಮಾತನಾಡಿ, KB1 ನ ತಾಂತ್ರಿಕ ವೈಶಿಷ್ಟ್ಯತೆಗಳ ಬಗ್ಗೆ ಮಾಹಿತಿ ನೀಡಿದರು. KB1 ಸಾಧನವು ಕನ್ನಡ ಹಾಗೂ ಇಂಗ್ಲಿಷ್ ಭಾಷೆಗಳಲ್ಲಿ ಕಾರ್ಯನಿರ್ವಹಿಸಲಿದ್ದು, ಧ್ವನಿ ಮಾರ್ಗದರ್ಶನದ ಮೂಲಕ ವಿದ್ಯಾರ್ಥಿಗಳು ಸುಲಭವಾಗಿ ಕಲಿಯಬಹುದಾಗಿದೆ. ಶಾಲೆಗಳು, ಸ್ವಯಂಸೇವಾ ಸಂಸ್ಥೆಗಳು ಹಾಗೂ ಪೋಷಕರು ಈ ಸಾಧನದ ಪ್ರಯೋಜನ ಪಡೆಯಬಹುದು ಎಂದರು. KB1ನನ್ನು ಬಳಸಿ ಬ್ರೈಲ್ ಕಲಿಕೆಯನ್ನು ಸರಳಗೊಳಿಸುವ ಉದ್ದೇಶ ಹೊಂದಲಾಗಿದೆ ಎಂದರು.: [202, 970, 470, 1005]
- device-icon: [322, 922, 358, 936]
- college-text-1: ಚಾಮರಾಜನಗರ ಜಿಲ್ಲೆಯ ಮೊರಾರ್ಜಿ ದೇಸಾಯಿ ವಸತಿ ಪೂರ್ವ ವಸತಿ ಕಾಲೇಜುಗಳಲ್ಲಿ 2025–26ನೇ ಸಾಲಿನ ಪ್ರಥಮ ಪಿಯುಸಿ ತರಗತಿ ಪ್ರವೇಶಕ್ಕಾಗಿ ಅರ್ಜಿ ಆಹ್ವಾನಿಸಲಾಗಿದೆ. ಸರ್ಕಾರವು ಕ್ರೈಸ್ ವತಿಯಿಂದ ಶಿಕ್ಷಣ ಸಂಸ್ಥೆಗಳನ್ನು ಸಂಘದಿಂದ ಮೊರಾರ್ಜಿ ದೇಸಾಯಿ ವಸತಿ ಪೂರ್ವ ವಿಜ್ಞಾನ ವಸತಿ ಕಾಲೇಜುಗಳಲ್ಲಿ ಪ್ರಥಮ ಪಿಯುಸಿ ವಿಜ್ಞಾನ ವಿಭಾಗದ ಪಿ.ಸಿ.ಎಂ.ಬಿ ಹಾಗೂ ಪಿ.ಸಿ.ಎಂ.ಸಿ ಸಂಯೋಜನೆಗಳಿಗೆ ವಿದ್ಯಾರ್ಥಿಗಳನ್ನು ಆಯ್ಕೆ ಮಾಡಲಾಗುವುದು. ಈ ಕಾಲೇಜುಗಳಲ್ಲಿ ಪ್ರವೇಶ ಪಡೆಯುವ ವಿದ್ಯಾರ್ಥಿಗಳಿಗೆ ಉಚಿತ ಊಟ, ವಸತಿ, ಸಮವಸ್ತ್ರ ಹಾಗೂ ಪುಸ್ತಕಗಳನ್ನು ನೀಡಲಾಗುವುದು. 2025–26ನೇ ಸಾಲಿನಲ್ಲಿ ಪ್ರಥಮ ಪಿಯುಸಿ ತರಗತಿಯ ಪಿ.ಸಿ.ಎಂ.ಬಿ ಮತ್ತು ಪಿ.ಸಿ.ಎಂ.ಸಿ ಸಂಯೋಜನೆಗಳಿಗೆ ತಲಾ 40 ವಿದ್ಯಾರ್ಥಿಗಳನ್ನು ಮೆರಿಟ್ ಹಾಗೂ ಮೀಸಲಾತಿ ಆಧಾರದ ಮೇಲೆ ಆಯ್ಕೆ ಮಾಡಲಾಗುವುದು. 2024–25ನೇ ಶೈಕ್ಷಣಿಕ ಸಾಲಿನಲ್ಲಿ ಎಸ್.ಎಸ್.ಎಲ್.ಸಿ ತರಗತಿಯಲ್ಲಿ ವ್ಯಾಸಂಗ ಮಾಡಿರುವ: [6, 110, 184, 207]
- oriental-col-1: [6, 396, 144, 800]
- negligence-headline: ಜನಪ್ರತಿನಿಧಿಗಳು, ಅಧಿಕಾರಿಗಳ ಹೊಣೆಗೇಡಿತನ: [6, 1164, 457, 1200]
- masthead: [0, 0, 945, 62]
- rule-under-census: [0, 806, 745, 808]
- issue-date: 6.5.2025: [834, 34, 866, 42]
- portrait-head: [162, 1222, 196, 1262]
- person-5: [398, 888, 430, 968]
- substation-photo: [481, 984, 741, 1148]
- sun-icon: [808, 8, 822, 18]
- paper-name-b: ಮುಗಿಲು: [826, 4, 874, 24]
- objection-text: ಶಾಲಾ ಶಿಕ್ಷಣ ಇಲಾಖೆಯ ಸರ್ಕಾರಿ ಪ್ರೌಢಶಾಲಾ ಸಹಶಿಕ್ಷಕರ ಹುದ್ದೆಯಿಂದ ಪದವಿ ಪೂರ್ವ ಕಾಲೇಜು ಉಪನ್ಯಾಸಕರ ಹುದ್ದೆಗೆ ಬಡ್ತಿ ನೀಡುವ ಸಂಬಂಧ ಸ್ನಾತಕೋತ್ತರ ಪದವಿ ಹೊಂದಿರುವ ಶಿಕ್ಷಕರ ತಾತ್ಕಾಲಿಕ ಜ್ಯೇಷ್ಠತಾ ಪಟ್ಟಿಯನ್ನು ಇಲಾಖೆಯ ವೆಬ್ ಸೈಟ್ https://schooleducation.karnataka.gov.in ನಲ್ಲಿ ಪ್ರಕಟಿಸಲಾಗಿದೆ. ಸದರಿ ಪಟ್ಟಿಯ ಬಗ್ಗೆ ಆಕ್ಷೇಪಣೆಗಳಿದ್ದಲ್ಲಿ ಸೂಕ್ತ ದಾಖಲೆಗಳೊಂದಿಗೆ ನಿಗದಿತ ಅವಧಿಯೊಳಗೆ ಸಲ್ಲಿಸಬಹುದು ಎಂದು ಡಿಡಿಪಿಐ ತಿಳಿಸಿದ್ದಾರೆ.: [752, 86, 940, 139]
- rule-under-robotics: [0, 1154, 945, 1156]
- festival-body: [752, 455, 940, 773]
- seniority-text: ಶಾಲಾ ಶಿಕ್ಷಣ ಇಲಾಖೆಯ ಹನೂರು ತಾಲೂಕಿನ ಸರ್ಕಾರಿ ಪ್ರೌಢಶಾಲಾ ಸಹಶಿಕ್ಷಕರಿಗೆ ಪದವಿ ಪೂರ್ವ ಕಾಲೇಜು ಉಪನ್ಯಾಸಕರ ಹುದ್ದೆಗೆ ಬಡ್ತಿ ನೀಡುವ ಸಲುವಾಗಿ ಸಿದ್ಧಪಡಿಸಿರುವ ತಾತ್ಕಾಲಿಕ ಜೇಷ್ಠತಾ ಪಟ್ಟಿಯನ್ನು https://schooleducation.karnataka.gov.in ನಲ್ಲಿ ಪ್ರಕಟಿಸಲಾಗಿದೆ. ಆಕ್ಷೇಪಣೆಗಳಿದ್ದಲ್ಲಿ ಮೇ 8ರ ಸಂಜೆ 5.30 ಗಂಟೆಯೊಳಗೆ ಸಂಬಂಧಿಸಿದ ಕಚೇರಿಗೆ ಸಲ್ಲಿಸಬಹುದು ಎಂದು ಪ್ರಕಟಣೆ ತಿಳಿಸಿದೆ.: [752, 280, 940, 333]
- pole-silhouette: [853, 1204, 859, 1320]
- terakanambi-dateline: ಚಾಮರಾಜನಗರ:: [752, 820, 788, 828]
- objection-dateline: ಚಾಮರಾಜನಗರ:: [752, 86, 788, 94]
- terakanambi-headline-2: ವ್ಯಾಪ್ತಿಯಲ್ಲಿ ವಿದ್ಯುತ್ ವ್ಯತ್ಯಯ: [752, 798, 876, 812]
- paper-logo: [756, 2, 896, 42]
- paper-name-a: ಸಂಜೆ: [758, 4, 787, 24]
- water-text: ಗುಂಡ್ಲುಪೇಟೆ ಪಟ್ಟಣಕ್ಕೆ ಕುಡಿಯುವ ನೀರು ಸರಬರಾಜು ಮಾಡುವ ಪೈಪ್‌ಲೈನ್ ದುರಸ್ತಿ ಕಾಮಗಾರಿ ಕೈಗೊಳ್ಳುತ್ತಿರುವುದರಿಂದ ಮೇ 6 ಮತ್ತು 7ರಂದು ಪಟ್ಟಣದ ಹಲವು ಬಡಾವಣೆಗಳಲ್ಲಿ ಕುಡಿಯುವ ನೀರು ಸರಬರಾಜಿನಲ್ಲಿ ವ್ಯತ್ಯಯವಾಗಲಿದೆ. ಸಾರ್ವಜನಿಕರು ಮಿತವಾಗಿ ನೀರು ಬಳಸಿ ಸಹಕರಿಸಬೇಕು ಎಂದು ಪುರಸಭೆ ಮುಖ್ಯಾಧಿಕಾರಿ ತಿಳಿಸಿದ್ದಾರೆ.: [752, 968, 940, 1003]
- negligence-col-1: [6, 1208, 118, 1486]
- masthead-rule: [0, 60, 945, 62]
- census-col-3: ಆದರೆ, ಸರ್ಕಾರ ಒಳಮೀಸಲಾತಿ ಜಾರಿಗೆ ಸಮೀಕ್ಷೆ ನಡೆಸುತ್ತಿದ್ದು, ಸಮುದಾಯದವರು ಎಚ್ಚರಿಕೆಯಿಂದ ಮಾಹಿತಿ ನೀಡಬೇಕು. ಮನೆಯ ಎಲ್ಲಾ ಸದಸ್ಯರ ಮಾಹಿತಿಯನ್ನು ಸಮರ್ಪಕವಾಗಿ ದಾಖಲಿಸಬೇಕು. ಸಮುದಾಯದ ಸಂಘಟನೆಗಳು ಹಾಗೂ ಯುವಕರು ಈ ಬಗ್ಗೆ ಹೆಚ್ಚಿನ ಜವಾಬ್ದಾರಿ ವಹಿಸಬೇಕು ಎಂದರು. ಸಭೆಯಲ್ಲಿ ಜಿಲ್ಲೆಯ ವಿವಿಧ ತಾಲೂಕುಗಳ ಸಮುದಾಯದ ಮುಖಂಡರು, ಜನಪ್ರತಿನಿಧಿಗಳು ಪಾಲ್ಗೊಂಡಿದ್ದರು.: [446, 538, 591, 591]
- worker-silhouette: [859, 1224, 877, 1250]
